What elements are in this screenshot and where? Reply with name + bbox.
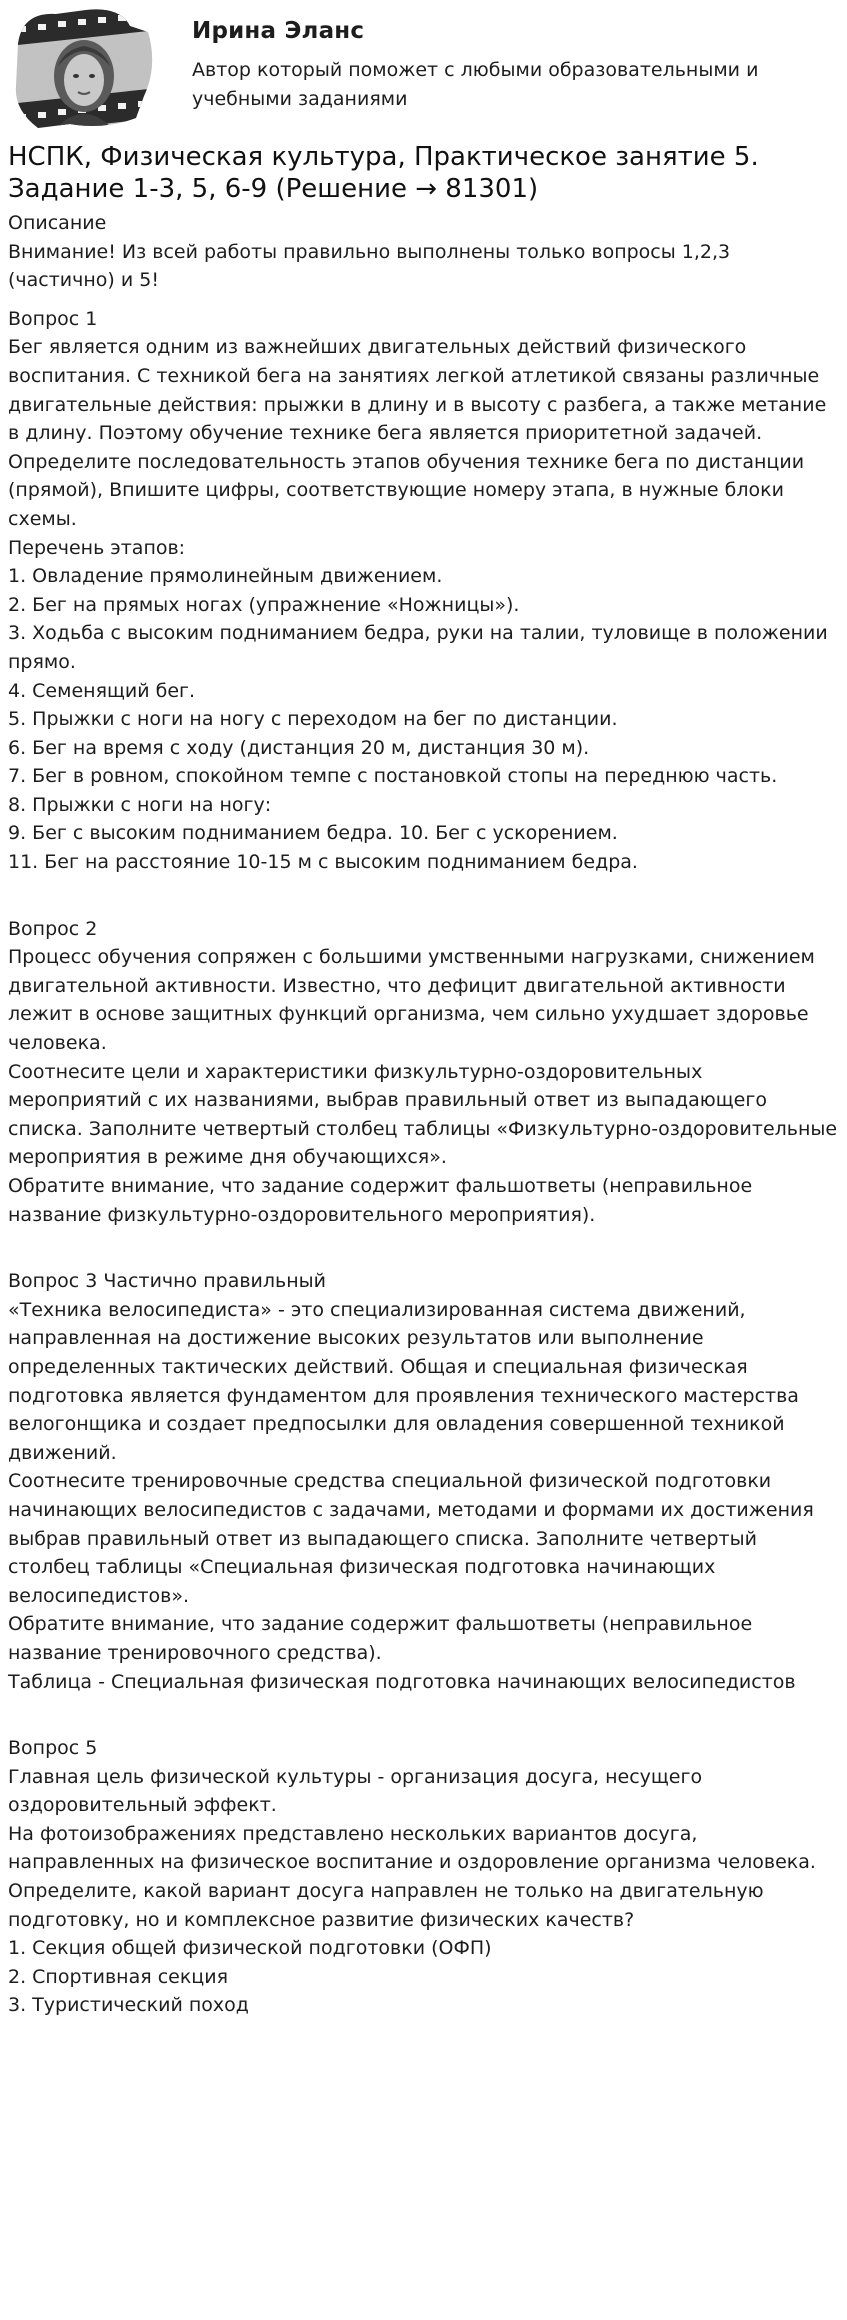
author-info [158, 6, 792, 114]
section-gap [8, 1229, 839, 1267]
question-5-heading: Вопрос 5 [8, 1737, 98, 1760]
author-description: Автор который поможет с любыми образовательными и учебными заданиями [192, 59, 759, 110]
question-2-heading: Вопрос 2 [8, 917, 98, 940]
description-label: Описание [8, 212, 107, 234]
avatar-filmstrip-icon [8, 6, 158, 130]
question-3-paragraph: Соотнесите тренировочные средства специальной физической подготовки начинающих велосипедистов с задачами, методами и формами их достижения выбрав правильный ответ из выпадающего списка. Заполните четвертый [8, 1470, 814, 1550]
question-3-paragraph: столбец таблицы «Специальная физическая подготовка начинающих велосипедистов». [8, 1556, 716, 1607]
question-1-text: Бег является одним из важнейших двигательных действий физического воспитания. С техникой бега на занятиях легкой атлетикой связаны различные двигательные действия: прыжки в длину и в высоту с разбега, а также метание в длину. Поэтому обучение технике бега является приоритетной задачей. Определите последовательность этапов обучения технике бега по дистанции (прямой), Впишите цифры, соответствующие номеру этапа, в нужные блоки схемы. [8, 336, 827, 530]
list-item: 11. Бег на расстояние 10-15 м с высоким подниманием бедра. [8, 851, 638, 874]
question-2-paragraph: Обратите внимание, что задание содержит фальшответы (неправильное название физкультурно-оздоровительного мероприятия). [8, 1175, 753, 1226]
question-1-list-label: Перечень этапов: [8, 536, 186, 559]
question-5-paragraph: На фотоизображениях представлено нескольких вариантов досуга, направленных на физическое воспитание и оздоровление организма человека. Определите, какой вариант досуга направлен не только на двигательную подготовку, но и комплексное развитие физических качеств? [8, 1822, 816, 1931]
list-item: 8. Прыжки с ноги на ногу: [8, 793, 272, 816]
question-2-paragraph: Процесс обучения сопряжен с большими умственными нагрузками, снижением двигательной активности. Известно, что дефицит двигательной активности лежит в основе защитных функций организма, чем сильно ухудшает здоровье человека. [8, 946, 815, 1055]
list-item: 4. Семенящий бег. [8, 679, 196, 702]
list-item: 6. Бег на время с ходу (дистанция 20 м, дистанция 30 м). [8, 736, 590, 759]
question-1-heading: Вопрос 1 [8, 307, 98, 330]
list-item: 3. Ходьба с высоким подниманием бедра, руки на талии, туловище в положении прямо. [8, 622, 828, 673]
author-name[interactable]: Ирина Эланс [192, 18, 365, 44]
question-3-paragraph: Обратите внимание, что задание содержит фальшответы (неправильное название тренировочного средства). [8, 1613, 753, 1664]
list-item: 7. Бег в ровном, спокойном темпе с постановкой стопы на переднюю часть. [8, 765, 778, 788]
list-item: 2. Спортивная секция [8, 1965, 229, 1988]
section-gap [8, 1696, 839, 1734]
list-item: 5. Прыжки с ноги на ногу с переходом на бег по дистанции. [8, 708, 618, 731]
list-item: 2. Бег на прямых ногах (упражнение «Ножницы»). [8, 593, 520, 616]
description-text: Внимание! Из всей работы правильно выполнены только вопросы 1,2,3 (частично) и 5! [8, 240, 731, 292]
question-3-paragraph: «Техника велосипедиста» - это специализированная система движений, направленная на достижение высоких результатов или выполнение определенных тактических действий. Общая и специальная физическая подготовка является фундаментом для проявления технического мастерства велогонщика и создает предпосылки для овладения совершенной техникой движений. [8, 1298, 799, 1464]
avatar[interactable] [8, 6, 158, 130]
author-card [8, 0, 839, 130]
question-3-heading: Вопрос 3 Частично правильный [8, 1270, 327, 1293]
question-3-table-caption: Таблица - Специальная физическая подготовка начинающих велосипедистов [8, 1670, 796, 1693]
question-2-paragraph: Соотнесите цели и характеристики физкультурно-оздоровительных мероприятий с их названиями, выбрав правильный ответ из выпадающего списка. Заполните четвертый столбец таблицы «Физкультурно-оздоровительные мероприятия в режиме дня обучающихся». [8, 1060, 838, 1169]
list-item: 1. Секция общей физической подготовки (ОФП) [8, 1937, 492, 1960]
page-title: НСПК, Физическая культура, Практическое занятие 5. Задание 1-3, 5, 6-9 (Решение → 81301) [8, 142, 759, 204]
list-item: 9. Бег с высоким подниманием бедра. 10. Бег с ускорением. [8, 822, 618, 845]
list-item: 1. Овладение прямолинейным движением. [8, 565, 443, 588]
work-content [8, 209, 839, 2020]
list-item: 3. Туристический поход [8, 1994, 249, 2017]
section-gap [8, 877, 839, 915]
question-5-paragraph: Главная цель физической культуры - организация досуга, несущего оздоровительный эффект. [8, 1765, 703, 1817]
